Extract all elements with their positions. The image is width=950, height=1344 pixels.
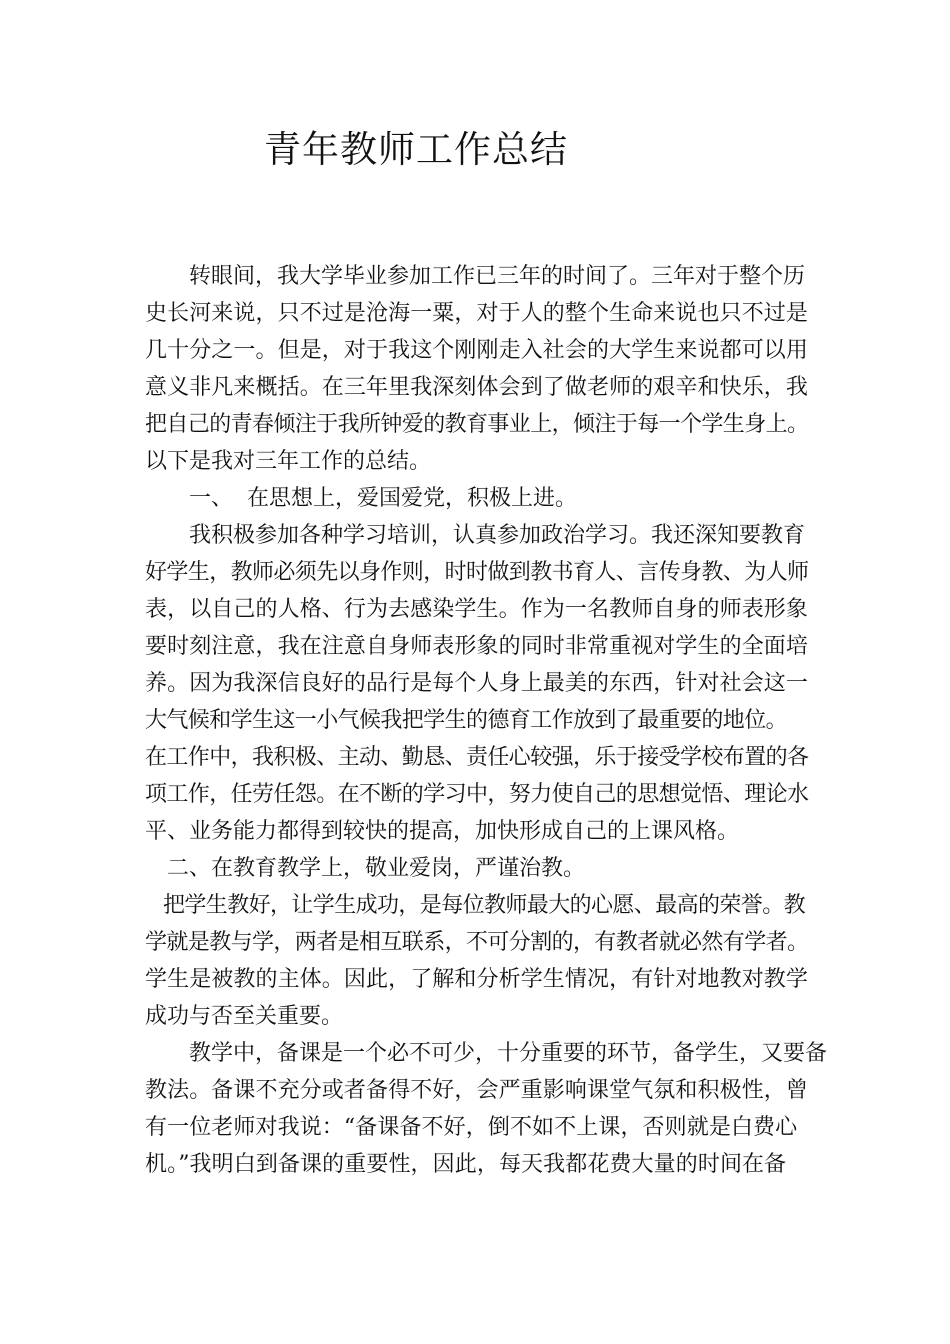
text-line: 教法。备课不充分或者备得不好，会严重影响课堂气氛和积极性，曾 <box>145 1078 809 1103</box>
text-line: 好学生，教师必须先以身作则，时时做到教书育人、言传身教、为人师 <box>145 560 809 585</box>
text-line: 平、业务能力都得到较快的提高，加快形成自己的上课风格。 <box>145 819 740 844</box>
text-line: 成功与否至关重要。 <box>145 1004 344 1029</box>
text-line: 以下是我对三年工作的总结。 <box>145 449 432 474</box>
section-heading: 一、 在思想上，爱国爱党，积极上进。 <box>189 486 577 511</box>
text-line: 意义非凡来概括。在三年里我深刻体会到了做老师的艰辛和快乐，我 <box>145 375 809 400</box>
text-line: 要时刻注意，我在注意自身师表形象的同时非常重视对学生的全面培 <box>145 634 809 659</box>
document-body <box>145 258 828 1183</box>
text-line: 几十分之一。但是，对于我这个刚刚走入社会的大学生来说都可以用 <box>145 338 809 363</box>
text-line: 机。”我明白到备课的重要性，因此，每天我都花费大量的时间在备 <box>145 1152 787 1177</box>
text-line: 学就是教与学，两者是相互联系，不可分割的，有教者就必然有学者。 <box>145 930 809 955</box>
text-line: 表，以自己的人格、行为去感染学生。作为一名教师自身的师表形象 <box>145 597 809 622</box>
text-line: 大气候和学生这一小气候我把学生的德育工作放到了最重要的地位。 <box>145 708 788 733</box>
text-line: 学生是被教的主体。因此，了解和分析学生情况，有针对地教对教学 <box>145 967 809 992</box>
text-line: 在工作中，我积极、主动、勤恳、责任心较强，乐于接受学校布置的各 <box>145 745 809 770</box>
text-line: 把学生教好，让学生成功，是每位教师最大的心愿、最高的荣誉。教 <box>163 893 806 918</box>
text-line: 我积极参加各种学习培训，认真参加政治学习。我还深知要教育 <box>189 523 806 548</box>
section-heading: 二、在教育教学上，敬业爱岗，严谨治教。 <box>167 856 586 881</box>
text-line: 养。因为我深信良好的品行是每个人身上最美的东西，针对社会这一 <box>145 671 809 696</box>
document-title: 青年教师工作总结 <box>264 128 568 171</box>
text-line: 转眼间，我大学毕业参加工作已三年的时间了。三年对于整个历 <box>189 264 806 289</box>
text-line: 史长河来说，只不过是沧海一粟，对于人的整个生命来说也只不过是 <box>145 301 809 326</box>
text-line: 项工作，任劳任怨。在不断的学习中，努力使自己的思想觉悟、理论水 <box>145 782 809 807</box>
text-line: 有一位老师对我说：“备课备不好，倒不如不上课，否则就是白费心 <box>145 1115 798 1140</box>
text-line: 教学中，备课是一个必不可少，十分重要的环节，备学生，又要备 <box>189 1041 828 1066</box>
text-line: 把自己的青春倾注于我所钟爱的教育事业上，倾注于每一个学生身上。 <box>145 412 809 437</box>
